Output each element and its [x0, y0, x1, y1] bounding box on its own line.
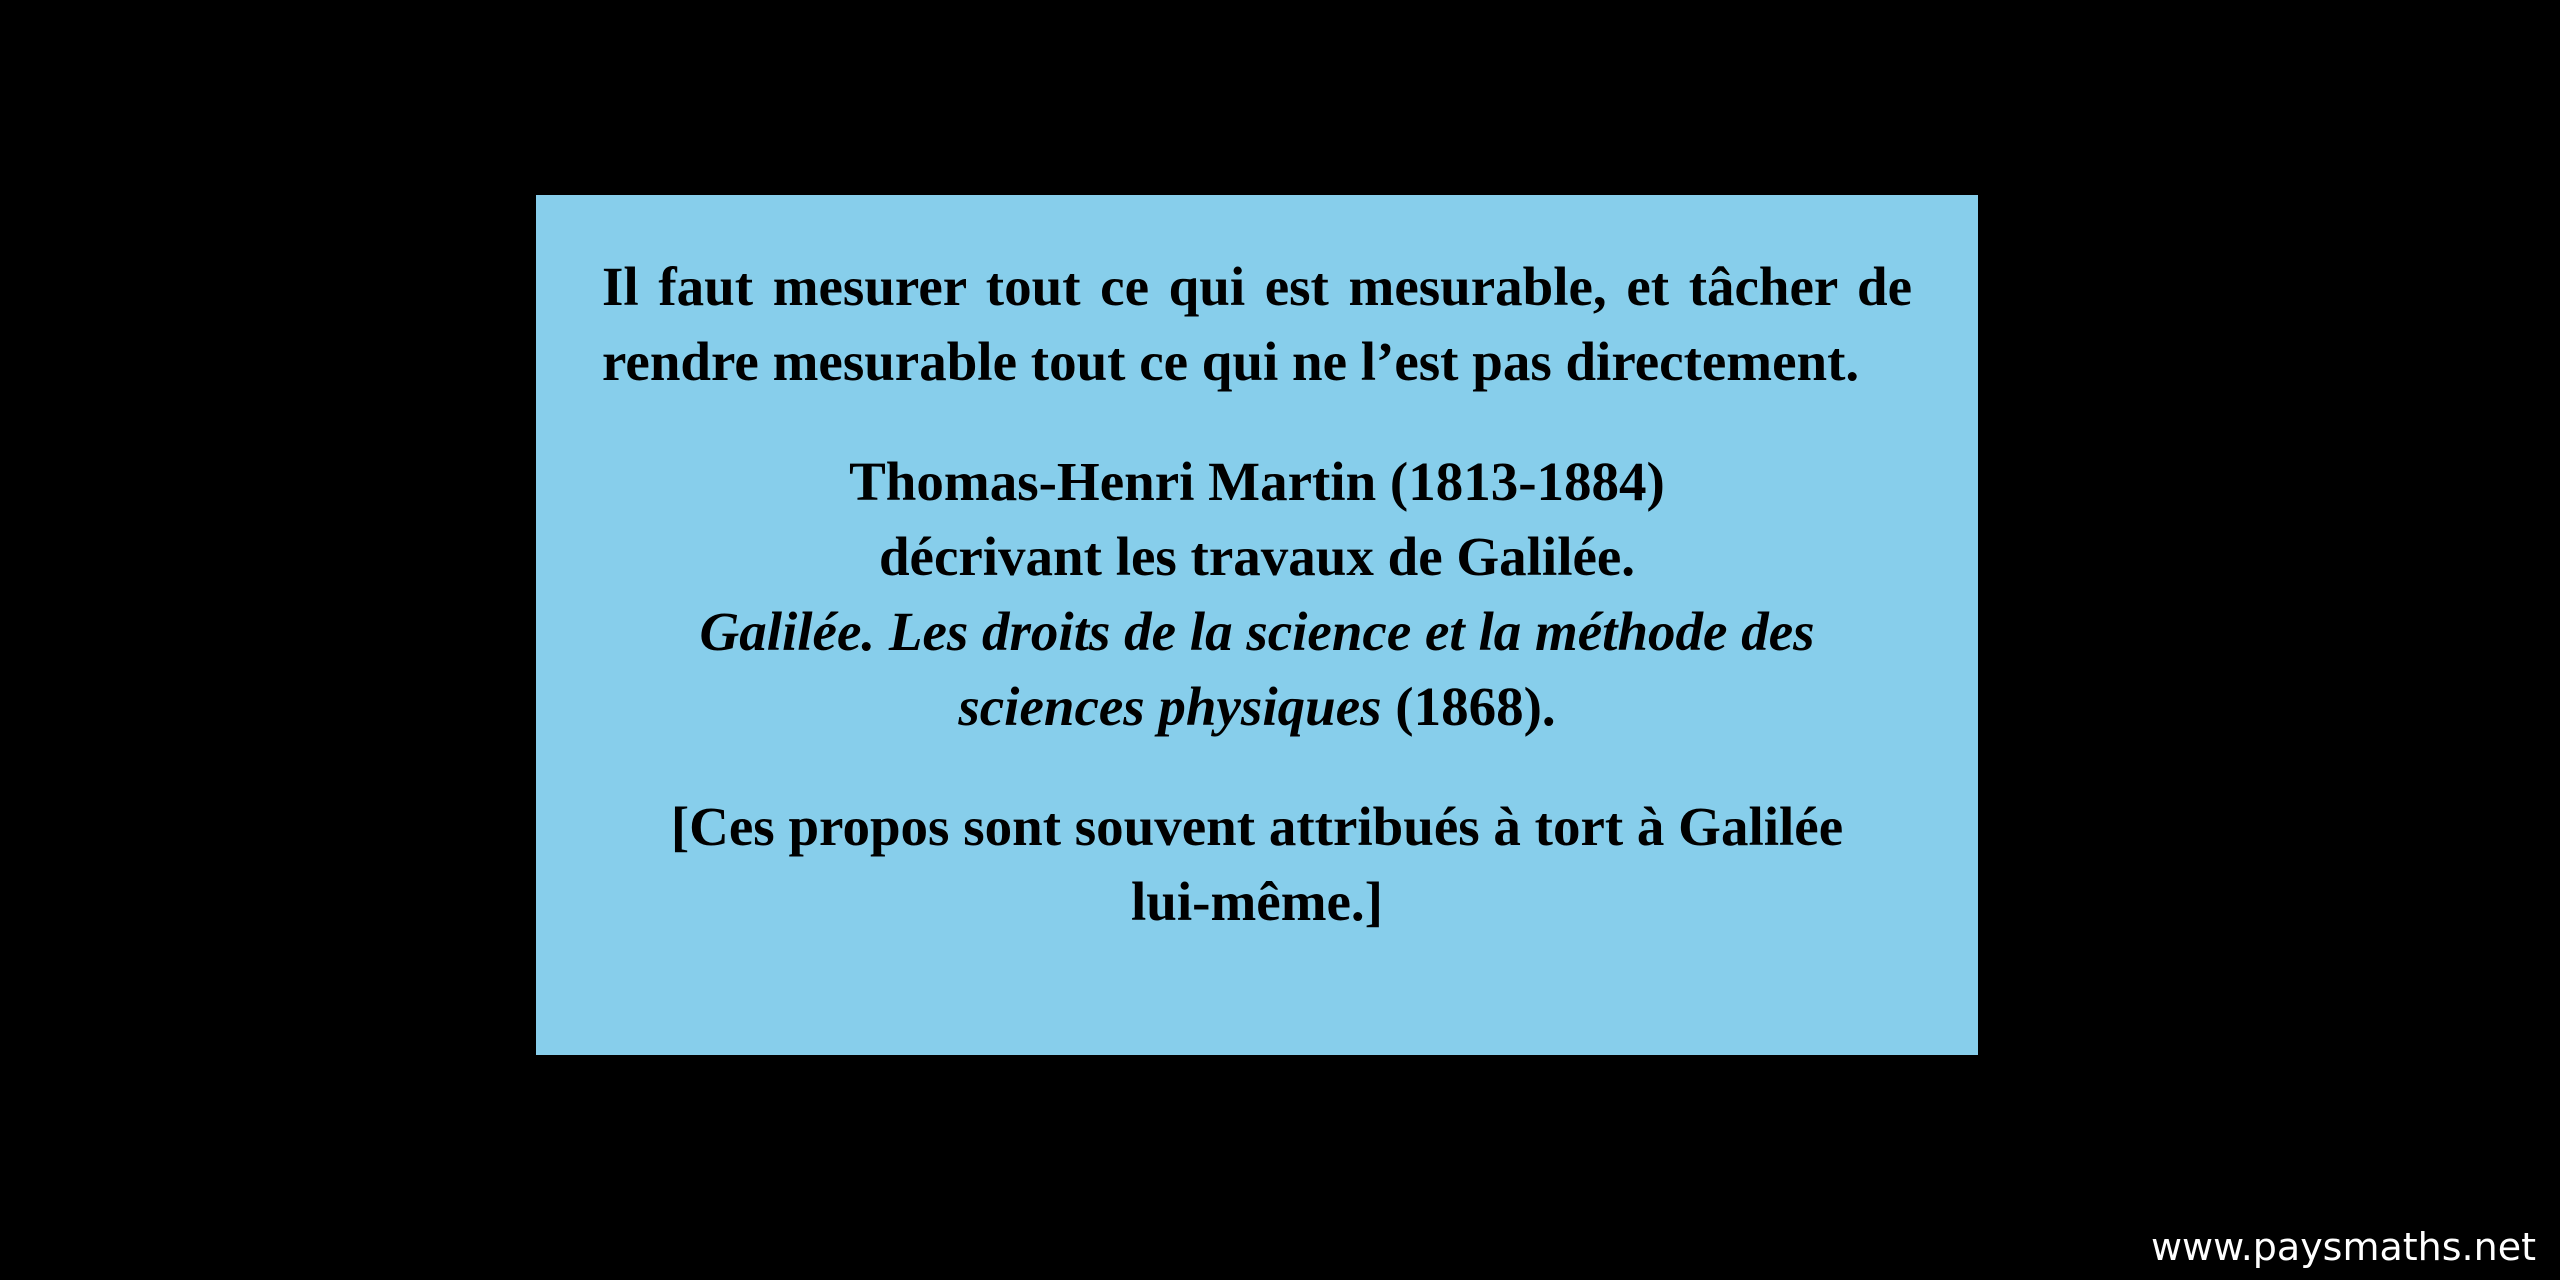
attribution — [602, 444, 1912, 744]
attribution-note — [602, 789, 1912, 939]
book-title-part2: sciences physiques — [958, 676, 1382, 737]
quote-text: Il faut mesurer tout ce qui est mesurable, et tâcher de rendre mesurable tout ce qui ne l’est pas directement. — [602, 256, 1912, 392]
quote-card — [536, 195, 1978, 1055]
book-year: (1868). — [1381, 676, 1556, 737]
book-title-line — [602, 594, 1912, 669]
book-title-part1: Galilée. Les droits de la science et la méthode des — [699, 601, 1815, 662]
book-title-line-2 — [602, 669, 1912, 744]
author-line: Thomas-Henri Martin (1813-1884) — [849, 451, 1665, 512]
context-line: décrivant les travaux de Galilée. — [878, 526, 1636, 587]
note-line-2: lui-même.] — [1131, 871, 1383, 932]
site-watermark: www.paysmaths.net — [2150, 1225, 2536, 1269]
note-line-1: [Ces propos sont souvent attribués à tort à Galilée — [670, 796, 1844, 857]
